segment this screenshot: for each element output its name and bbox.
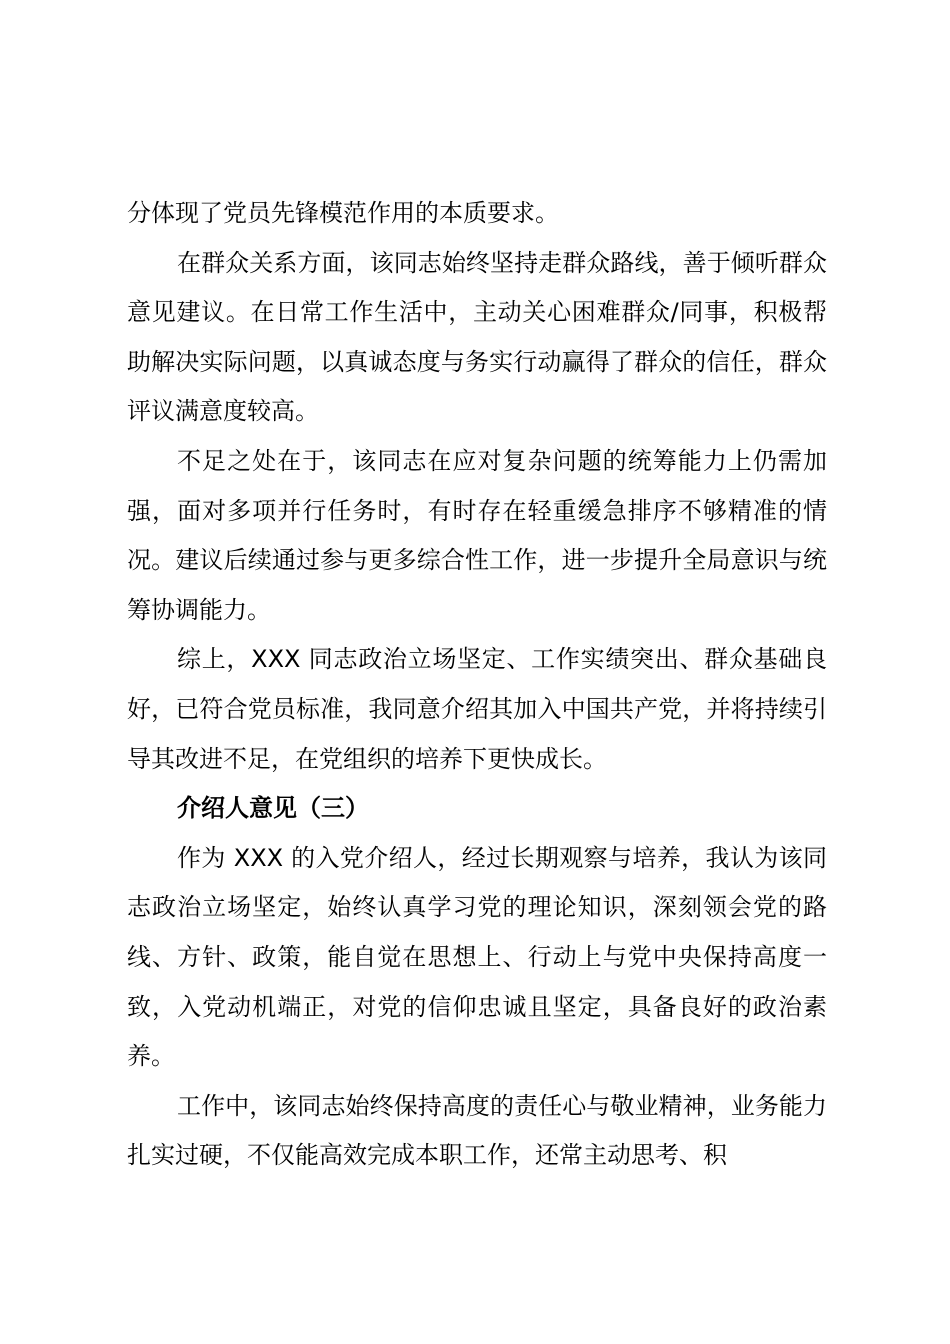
paragraph-work-performance: 工作中，该同志始终保持高度的责任心与敬业精神，业务能力扎实过硬，不仅能高效完成本职工作，还常主动思考、积 [127,1091,827,1170]
section-heading: 介绍人意见（三） [177,794,369,823]
paragraph-mass-relations: 在群众关系方面，该同志始终坚持走群众路线，善于倾听群众意见建议。在日常工作生活中，主动关心困难群众/同事，积极帮助解决实际问题，以真诚态度与务实行动赢得了群众的信任，群众评议满意度较高。 [127,248,827,426]
paragraph-conclusion: 综上，XXX 同志政治立场坚定、工作实绩突出、群众基础良好，已符合党员标准，我同意介绍其加入中国共产党，并将持续引导其改进不足，在党组织的培养下更快成长。 [127,645,827,773]
paragraph-continued: 分体现了党员先锋模范作用的本质要求。 [127,199,559,227]
paragraph-political-stance: 作为 XXX 的入党介绍人，经过长期观察与培养，我认为该同志政治立场坚定，始终认真学习党的理论知识，深刻领会党的路线、方针、政策，能自觉在思想上、行动上与党中央保持高度一致，入党动机端正，对党的信仰忠诚且坚定，具备良好的政治素养。 [127,843,827,1071]
document-body [127,189,827,1181]
paragraph-shortcomings: 不足之处在于，该同志在应对复杂问题的统筹能力上仍需加强，面对多项并行任务时，有时存在轻重缓急排序不够精准的情况。建议后续通过参与更多综合性工作，进一步提升全局意识与统筹协调能力。 [127,446,827,624]
